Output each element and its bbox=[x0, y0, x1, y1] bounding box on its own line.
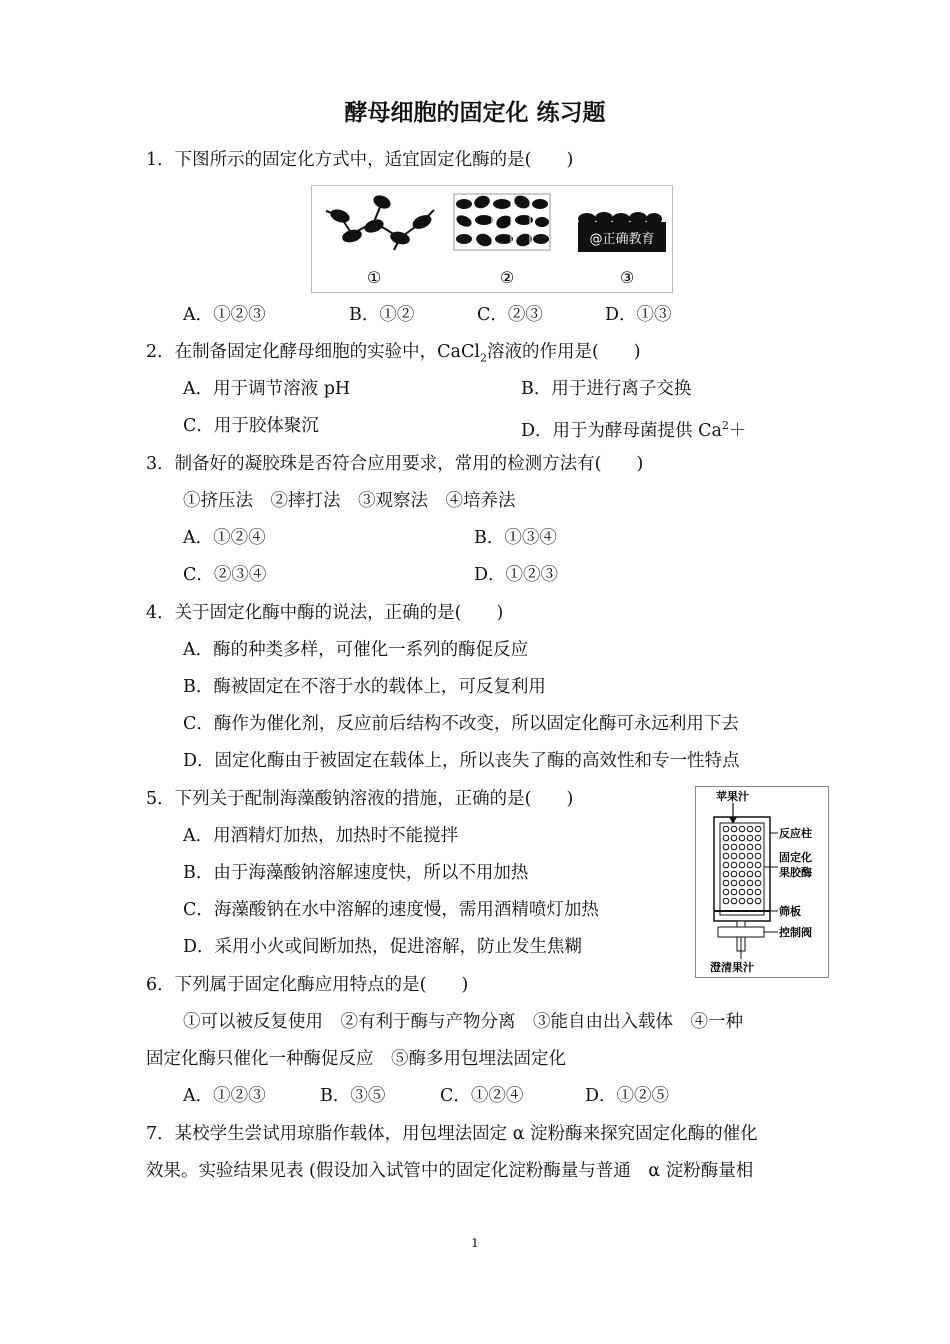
q5-stem: 5．下列关于配制海藻酸钠溶液的措施，正确的是( ) bbox=[146, 789, 574, 809]
enzyme-bead bbox=[723, 835, 729, 841]
q1-option-a: A．①②③ bbox=[183, 305, 266, 325]
q1-option-c: C．②③ bbox=[477, 305, 543, 325]
enzyme-bead bbox=[723, 826, 729, 832]
q5-option-a: A．用酒精灯加热，加热时不能搅拌 bbox=[183, 826, 459, 846]
enzyme-bead bbox=[723, 880, 729, 886]
q6-items-line2: 固定化酶只催化一种酶促反应 ⑤酶多用包埋法固定化 bbox=[146, 1049, 566, 1069]
q4-option-b: B．酶被固定在不溶于水的载体上，可反复利用 bbox=[183, 677, 546, 697]
enzyme-bead bbox=[739, 889, 745, 895]
enzyme-bead bbox=[739, 898, 745, 904]
enzyme-reactor-diagram bbox=[696, 787, 828, 977]
enzyme-bead bbox=[755, 826, 761, 832]
immobilized-enzyme-beads bbox=[723, 826, 761, 904]
enzyme-bead bbox=[739, 853, 745, 859]
q6-option-d: D．①②⑤ bbox=[585, 1086, 670, 1106]
q2-option-d: D．用于为酵母菌提供 $Ca^2+$ bbox=[521, 419, 747, 441]
enzyme-bead bbox=[723, 889, 729, 895]
clear-juice-label: 澄清果汁 bbox=[710, 961, 754, 974]
enzyme-bead bbox=[747, 898, 753, 904]
crosslinked-method-graphic bbox=[326, 194, 434, 250]
q6-stem: 6．下列属于固定化酶应用特点的是( ) bbox=[146, 975, 469, 995]
enzyme-bead bbox=[747, 835, 753, 841]
enzyme-bead bbox=[731, 844, 737, 850]
q1-option-b: B．①② bbox=[349, 305, 415, 325]
enzyme-bead bbox=[747, 889, 753, 895]
enzyme-bead bbox=[723, 871, 729, 877]
enzyme-bead bbox=[755, 862, 761, 868]
enzyme-bead bbox=[723, 862, 729, 868]
enzyme-bead bbox=[755, 889, 761, 895]
q3-stem: 3．制备好的凝胶珠是否符合应用要求，常用的检测方法有( ) bbox=[146, 454, 644, 474]
q6-option-b: B．③⑤ bbox=[320, 1086, 386, 1106]
enzyme-bead bbox=[739, 835, 745, 841]
enzyme-bead bbox=[747, 826, 753, 832]
q4-option-d: D．固定化酶由于被固定在载体上，所以丧失了酶的高效性和专一性特点 bbox=[183, 751, 740, 771]
watermark-text: @正确教育 bbox=[589, 232, 655, 247]
page-number: 1 bbox=[471, 1236, 479, 1250]
q1-figure bbox=[311, 185, 673, 293]
q1-option-d: D．①③ bbox=[605, 305, 672, 325]
q2-option-b: B．用于进行离子交换 bbox=[521, 379, 692, 399]
control-valve-label: 控制阀 bbox=[779, 926, 812, 939]
q6-items-line1: ①可以被反复使用 ②有利于酶与产物分离 ③能自由出入载体 ④一种 bbox=[183, 1012, 743, 1032]
q3-option-a: A．①②④ bbox=[183, 528, 266, 548]
q4-option-c: C．酶作为催化剂，反应前后结构不改变，所以固定化酶可永远利用下去 bbox=[183, 714, 739, 734]
enzyme-bead bbox=[731, 853, 737, 859]
enzyme-bead bbox=[747, 862, 753, 868]
embedding-method-graphic bbox=[454, 193, 550, 250]
q4-option-a: A．酶的种类多样，可催化一系列的酶促反应 bbox=[183, 640, 529, 660]
q2-option-c: C．用于胶体聚沉 bbox=[183, 416, 319, 436]
enzyme-bead bbox=[731, 826, 737, 832]
enzyme-bead bbox=[731, 889, 737, 895]
sieve-plate-label: 筛板 bbox=[779, 905, 801, 918]
q3-option-d: D．①②③ bbox=[474, 565, 559, 585]
q6-option-a: A．①②③ bbox=[183, 1086, 266, 1106]
q5-reactor-figure bbox=[695, 786, 829, 978]
enzyme-bead bbox=[731, 862, 737, 868]
q4-stem: 4．关于固定化酶中酶的说法，正确的是( ) bbox=[146, 603, 504, 623]
apple-juice-label: 苹果汁 bbox=[716, 790, 749, 803]
enzyme-bead bbox=[755, 898, 761, 904]
enzyme-bead bbox=[731, 898, 737, 904]
enzyme-bead bbox=[755, 835, 761, 841]
page-title: 酵母细胞的固定化 练习题 bbox=[344, 100, 606, 126]
enzyme-bead bbox=[723, 844, 729, 850]
enzyme-bead bbox=[739, 880, 745, 886]
enzyme-bead bbox=[747, 853, 753, 859]
enzyme-bead bbox=[723, 898, 729, 904]
enzyme-bead bbox=[755, 853, 761, 859]
q6-option-c: C．①②④ bbox=[440, 1086, 524, 1106]
enzyme-bead bbox=[747, 880, 753, 886]
enzyme-bead bbox=[739, 844, 745, 850]
q3-option-c: C．②③④ bbox=[183, 565, 267, 585]
q7-stem-line1: 7．某校学生尝试用琼脂作载体，用包埋法固定 α 淀粉酶来探究固定化酶的催化 bbox=[146, 1124, 758, 1144]
q2-option-a: A．用于调节溶液 pH bbox=[183, 379, 351, 399]
q7-stem-line2: 效果。实验结果见表 (假设加入试管中的固定化淀粉酶量与普通 α 淀粉酶量相 bbox=[146, 1161, 754, 1181]
enzyme-bead bbox=[731, 871, 737, 877]
enzyme-bead bbox=[747, 844, 753, 850]
enzyme-bead bbox=[747, 871, 753, 877]
q5-option-d: D．采用小火或间断加热，促进溶解，防止发生焦糊 bbox=[183, 937, 583, 957]
enzyme-bead bbox=[731, 835, 737, 841]
enzyme-bead bbox=[755, 871, 761, 877]
fig-label-3: ③ bbox=[619, 268, 635, 287]
enzyme-bead bbox=[739, 826, 745, 832]
fig-label-1: ① bbox=[366, 268, 382, 287]
enzyme-bead bbox=[739, 871, 745, 877]
reaction-column-label: 反应柱 bbox=[779, 827, 812, 840]
enzyme-bead bbox=[755, 880, 761, 886]
q5-option-c: C．海藻酸钠在水中溶解的速度慢，需用酒精喷灯加热 bbox=[183, 900, 599, 920]
q3-option-b: B．①③④ bbox=[474, 528, 557, 548]
fig-label-2: ② bbox=[499, 268, 515, 287]
immobilization-methods-diagram bbox=[312, 186, 672, 292]
immobilized-label-1: 固定化 bbox=[779, 851, 812, 864]
q1-stem: 1．下图所示的固定化方式中，适宜固定化酶的是( ) bbox=[146, 150, 574, 170]
q2-stem: 2．在制备固定化酵母细胞的实验中，CaCl$_2$溶液的作用是( ) bbox=[146, 342, 641, 365]
q3-methods: ①挤压法 ②摔打法 ③观察法 ④培养法 bbox=[183, 491, 516, 511]
pectinase-label: 果胶酶 bbox=[779, 866, 812, 879]
enzyme-bead bbox=[755, 844, 761, 850]
enzyme-bead bbox=[723, 853, 729, 859]
q5-option-b: B．由于海藻酸钠溶解速度快，所以不用加热 bbox=[183, 863, 529, 883]
enzyme-bead bbox=[739, 862, 745, 868]
adsorption-method-graphic bbox=[578, 212, 666, 252]
enzyme-bead bbox=[731, 880, 737, 886]
